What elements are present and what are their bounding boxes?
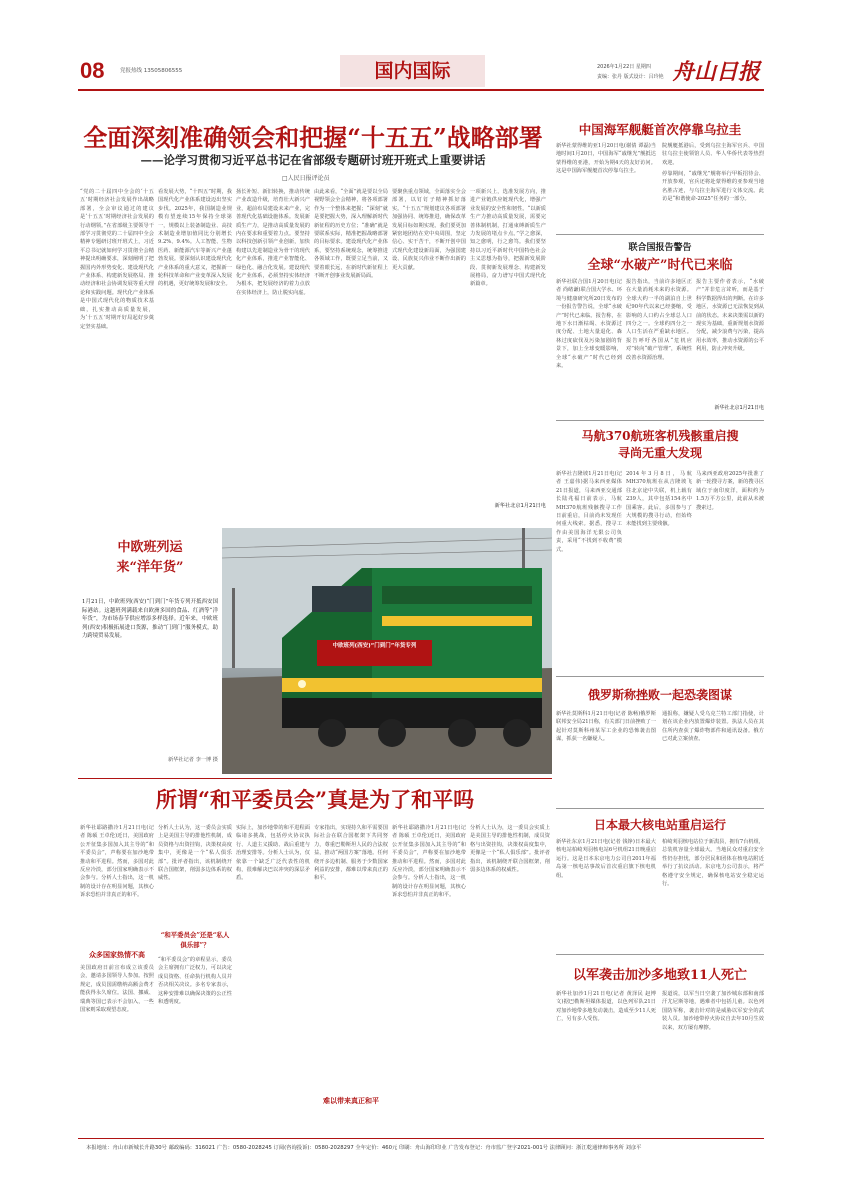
date-line: 2026年1月22日 星期四 bbox=[597, 64, 651, 70]
mh370-body-3: 马来西亚政府2025年批准了新一轮搜寻方案，新的搜寻区域位于南印度洋，面积约为1.5万平方公里，此前从未被搜索过。 bbox=[696, 471, 764, 511]
section-title: 国内国际 bbox=[374, 60, 451, 82]
gaza-article bbox=[556, 958, 764, 1134]
lead-col-4: 由此来看，“全面”就是要以全局视野领会全会精神，将各项部署作为一个整体来把握；“深刻”就是要把握大势，深入理解新时代新征程的历史方位；“准确”就是要联系实际，精准把握战略部署的目标要求。建设现代化产业体系，要坚持系统观念，统筹推进各领域工作，既要立足当前，又要着眼长远，在新时代新征程上不断开创事业发展新局面。 bbox=[314, 189, 388, 280]
peace-col-4: 专家指出，实现持久和平需要国际社会在联合国框架下共同努力，尊重巴勒斯坦人民的合法权益，推动“两国方案”落地。任何绕开多边机制、服务于少数国家利益的安排，都难以带来真正的和平。 bbox=[314, 825, 388, 882]
japan-article bbox=[556, 812, 764, 952]
train-body: 1月21日，中欧班列(西安)“门到门”年货专列开抵西安国际港站。这趟班列满载来自欧洲多国的食品、红酒等“洋年货”，为市场春节供应增添多样选择。近年来，中欧班列(西安)积极拓展进口货源，推动“门到门”服务模式，助力跨境贸易发展。 bbox=[82, 599, 218, 640]
train-banner-text: 中欧班列(西安)“门到门”年货专列 bbox=[332, 643, 417, 649]
train-photo bbox=[222, 528, 552, 774]
lead-col-3: 扬长补短、新旧转换，推动传统产业改造升级，培育壮大新兴产业，超前布局建设未来产业，完善现代化基础设施体系。发展新质生产力，是推动高质量发展的内在要求和重要着力点。要坚持以科技创新引领产业创新，加快构建以先进制造业为骨干的现代化产业体系，推进产业智能化、绿色化、融合化发展。建设现代化产业体系，必须坚持实体经济为根本，把发展经济的着力点放在实体经济上，防止脱实向虚。 bbox=[236, 189, 310, 296]
peace-col-6: 分析人士认为，这一委员会实质上是美国主导的排他性机制，成员资格与出资挂钩，决策权高度集中，更像是一个“私人俱乐部”。批评者指出，该机制绕开联合国框架，削弱多边体系的权威性。 bbox=[470, 825, 550, 874]
footer-text: 本报地址：舟山市新城长升路30号 邮政编码：316021 广告：0580-2028245 订阅(咨询投诉)：0580-2028297 全年定价：460元 印刷：舟山海印印业 广告发布登记：舟市监广登字2021-001号 法律顾问：浙江乾通律师事务所 刘彦平 bbox=[86, 1145, 642, 1151]
lead-byline: □人民日报评论员 bbox=[282, 175, 330, 182]
page-header bbox=[0, 0, 842, 94]
navy-body-2: 院舰艇抵港后，受到乌拉圭海军官兵、中国驻乌拉圭使领馆人员、华人华侨代表等热烈欢迎。 bbox=[662, 143, 764, 166]
peace-col-1b: 美国政府日前宣布成立该委员会，邀请多国领导人参加。按照规定，成员国需缴纳高额会费才能获得永久席位。法国、挪威、瑞典等国已表示不会加入，一些国家则采取观望态度。 bbox=[80, 965, 154, 1014]
masthead-logo: 舟山日报 bbox=[672, 59, 761, 85]
gaza-headline: 以军袭击加沙多地致11人死亡 bbox=[572, 968, 748, 983]
peace-col-1: 新华社耶路撒冷1月21日电(记者 陈硕 王卓伦)近日，美国政府公开征集多国加入其主导的“和平委员会”，声称要在加沙地带推动和平进程。然而，多国对此反应冷淡，部分国家明确表示不会参与。分析人士指出，这一机制的设计存在明显问题，其核心诉求恐怕并非真正的和平。 bbox=[80, 825, 154, 899]
water-sign-off: 新华社北京1月21日电 bbox=[714, 405, 764, 411]
gaza-body-1: 新华社加沙1月21日电(记者 黄泽民 赵博文)据巴勒斯坦媒体报道，以色列军队21日对加沙地带多地发动袭击，造成至少11人死亡，另有多人受伤。 bbox=[556, 991, 656, 1023]
peace-subhead-3: 难以带来真正和平 bbox=[323, 1096, 379, 1105]
navy-body-3: 停靠期间，“戚继光”舰将举行甲板招待会、开放参观，官兵还将赴蒙得维的亚参观当地名胜古迹，与乌拉圭海军进行文体交流。此访是“和谐使命-2025”任务的一部分。 bbox=[662, 171, 764, 203]
navy-article bbox=[556, 112, 764, 232]
editor-hotline: 党报热线 13505806555 bbox=[120, 68, 183, 74]
japan-headline: 日本最大核电站重启运行 bbox=[593, 818, 726, 832]
lead-col-6: 一项新兴上，选准发展方向，推进产业链供应链现代化，增强产业发展的安全性和韧性。“以新质生产力推动高质量发展，需要完善体制机制，打通束缚新质生产力发展的堵点卡点。”学之愈深，知之愈明，行之愈笃。我们要坚持以习近平新时代中国特色社会主义思想为指导，把握新发展阶段、贯彻新发展理念、构建新发展格局，奋力谱写中国式现代化新篇章。 bbox=[470, 189, 546, 288]
navy-body-1: 新华社蒙得维的亚1月20日电(谢倩 谭磊)当地时间1月20日，中国海军“戚继光”舰抵达蒙得维的亚港，开始为期4天的友好访问。这是中国海军舰艇首次停靠乌拉圭。 bbox=[556, 143, 656, 175]
divider bbox=[556, 420, 764, 421]
train-photo-credit: 新华社记者 李一博 摄 bbox=[168, 757, 218, 763]
water-body-2: 报告指出，当前许多地区正在大量消耗未来的水资源。全球大约一半的湖泊自上世纪90年代以来已经萎缩，受影响的人口约占全球总人口四分之一。全球约四分之一人口生活在严重缺水地区。报告呼吁各国从“危机应对”转向“破产管理”，系统性改善水资源治理。 bbox=[626, 279, 692, 361]
header-rule bbox=[78, 89, 764, 91]
divider bbox=[556, 234, 764, 235]
lead-sign-off: 新华社北京1月21日电 bbox=[494, 503, 546, 509]
peace-col-3: 实际上，加沙地带的和平进程面临诸多挑战，包括停火协议执行、人道主义援助、战后重建与治理安排等。分析人士认为，仅依靠一个缺乏广泛代表性的机构，很难解决巴以冲突的深层矛盾。 bbox=[236, 825, 310, 882]
japan-body-1: 新华社东京1月21日电(记者 钱铮)日本最大核电站柏崎刈羽核电站6号机组21日晚重启运行。这是日本东京电力公司自2011年福岛第一核电站事故后首次重启旗下核电机组。 bbox=[556, 839, 656, 879]
lead-col-5: 要聚焦重点领域，全面落实全会部署，以钉钉子精神抓好落实。“十五五”规划建议各项部署加强协同、统筹推进，确保改革发展目标如期实现。我们要更加紧密地团结在党中央周围，坚定信心、实干苦干，不断开创中国式现代化建设新局面，为强国建设、民族复兴伟业不断作出新的更大贡献。 bbox=[392, 189, 466, 271]
lead-subtitle: ——论学习贯彻习近平总书记在省部级专题研讨班开班式上重要讲话 bbox=[140, 153, 486, 167]
water-headline: 全球“水破产”时代已来临 bbox=[587, 258, 733, 273]
peace-subhead-1: 众多国家热情不高 bbox=[89, 950, 145, 959]
divider bbox=[556, 676, 764, 677]
divider bbox=[556, 954, 764, 955]
navy-headline: 中国海军舰艇首次停靠乌拉圭 bbox=[578, 122, 742, 137]
mh370-article bbox=[556, 424, 764, 674]
page-number: 08 bbox=[80, 58, 105, 83]
water-article bbox=[556, 238, 764, 418]
train-headline: 中欧班列运来“洋年货” bbox=[116, 540, 184, 575]
lead-col-2: 看发展大势，“十四五”时期，我国现代化产业体系建设迈出坚实步伐。2025年，我国制造业规模有望连续15年保持全球第一，规模以上装备制造业、高技术制造业增加值同比分别增长9.2%、9.4%。人工智能、生物医药、新能源汽车等新兴产业蓬勃发展。要深刻认识建设现代化产业体系的重大意义，把握新一轮科技革命和产业变革深入发展的机遇，更好统筹发展和安全。 bbox=[158, 189, 232, 288]
mh370-body-2: 2014年3月8日，马航MH370航班在从吉隆坡飞往北京途中失联，机上载有239人，其中包括154名中国乘客。此后，多国参与了大规模的搜寻行动，但始终未能找到主要残骸。 bbox=[626, 471, 692, 528]
section-banner bbox=[340, 55, 485, 87]
russia-headline: 俄罗斯称挫败一起恐袭图谋 bbox=[587, 688, 732, 702]
section-rule bbox=[78, 778, 552, 779]
staff-line: 责编：张丹 版式设计：吕玲艳 bbox=[597, 74, 664, 80]
mh370-headline: 马航370航班客机残骸重启搜寻尚无重大发现 bbox=[581, 429, 739, 460]
peace-col-5: 新华社耶路撒冷1月21日电(记者 陈硕 王卓伦)近日，美国政府公开征集多国加入其主导的“和平委员会”，声称要在加沙地带推动和平进程。然而，多国对此反应冷淡，部分国家明确表示不会参与。分析人士指出，这一机制的设计存在明显问题，其核心诉求恐怕并非真正的和平。 bbox=[392, 825, 466, 899]
water-body-3: 报告主要作者表示，“水破产”并非危言耸听，而是基于科学数据得出的判断。在许多地区，水资源已无法恢复到从前的状态。未来决策需以新的现实为基础，重新规划水资源分配，减少浪费与污染，提高用水效率，推动水资源的公平利用，防止冲突升级。 bbox=[696, 279, 764, 353]
footer-rule bbox=[78, 1138, 764, 1139]
train-article bbox=[80, 528, 220, 776]
peace-subhead-2: “和平委员会”还是“私人俱乐部”？ bbox=[160, 931, 230, 949]
lead-article bbox=[78, 96, 548, 526]
lead-headline: 全面深刻准确领会和把握“十五五”战略部署 bbox=[83, 123, 543, 152]
mh370-body-1: 新华社吉隆坡1月21日电(记者 王嘉伟)据马来西亚媒体21日报道，马来西亚交通部长陆兆福日前表示，马航MH370航班残骸搜寻工作日前重启，目前尚未发现任何重大线索。据悉，搜寻工作由美国海洋无限公司负责，采用“不找到不收费”模式。 bbox=[556, 471, 622, 553]
peace-headline: 所谓“和平委员会”真是为了和平吗 bbox=[155, 787, 475, 812]
peace-col-2: 分析人士认为，这一委员会实质上是美国主导的排他性机制，成员资格与出资挂钩，决策权高度集中，更像是一个“私人俱乐部”。批评者指出，该机制绕开联合国框架，削弱多边体系的权威性。 bbox=[158, 825, 232, 882]
russia-article bbox=[556, 680, 764, 805]
japan-body-2: 柏崎刈羽核电站位于新潟县，拥有7台机组，总装机容量全球最大。当地民众对重启安全性仍存担忧，部分居民和团体在核电站附近举行了抗议活动。东京电力公司表示，将严格遵守安全规定，确保核电站安全稳定运行。 bbox=[662, 839, 764, 888]
water-body-1: 新华社联合国1月20日电(记者 尚绪谦)联合国大学水、环境与健康研究所20日发布的一份报告警告说，全球“水破产”时代已来临。报告称，在地下水日渐枯竭、水资源过度分配、土地大量退化、森林过度砍伐及污染加剧的背景下，加上全球变暖影响，全球“水破产”时代已经到来。 bbox=[556, 279, 622, 370]
lead-col-1: “党的二十届四中全会的‘十五五’时期经济社会发展作出战略部署，全会审议通过的建议是‘十五五’时期经济社会发展的行动纲领。”在省部级主要领导干部学习贯彻党的二十届四中全会精神专题研讨班开班式上，习近平总书记就如何学习贯彻全会精神提出明确要求，深刻阐明了把握国内外形势变化、建设现代化产业体系、构建新发展格局、推动经济和社会协调发展等重大理论和实践问题。现代化产业体系是中国式现代化的物质技术基础，扎实推动高质量发展，为‘十五五’时期开好局起好步奠定坚实基础。 bbox=[80, 189, 154, 330]
russia-body-1: 新华社莫斯科1月21日电(记者 陈畅)俄罗斯联邦安全局21日称，有关部门日前挫败了一起针对莫斯科州某军工企业的恐怖袭击图谋，抓获一名嫌疑人。 bbox=[556, 711, 656, 743]
peace-article bbox=[78, 782, 552, 1134]
water-kicker: 联合国报告警告 bbox=[628, 243, 692, 253]
russia-body-2: 通报称，嫌疑人受乌克兰特工部门指使，计划在该企业内放置爆炸装置。执法人员在其住所内查获了爆炸物部件和通讯设备。俄方已对此立案侦查。 bbox=[662, 711, 764, 743]
peace-col-2b: “和平委员会”的章程显示，委员会主席拥有广泛权力，可以决定成员资格、任命执行机构人员并否决相关决议。多名专家表示，这种安排难以确保决策的公正性和透明度。 bbox=[158, 957, 232, 1006]
gaza-body-2: 报道说，以军当日空袭了加沙城东部和南部汗尤尼斯等地，遇难者中包括儿童。以色列国防军称，袭击针对的是威胁以军安全的武装人员。加沙地带停火协议自去年10月生效以来，双方屡有摩擦。 bbox=[662, 991, 764, 1031]
divider bbox=[556, 808, 764, 809]
